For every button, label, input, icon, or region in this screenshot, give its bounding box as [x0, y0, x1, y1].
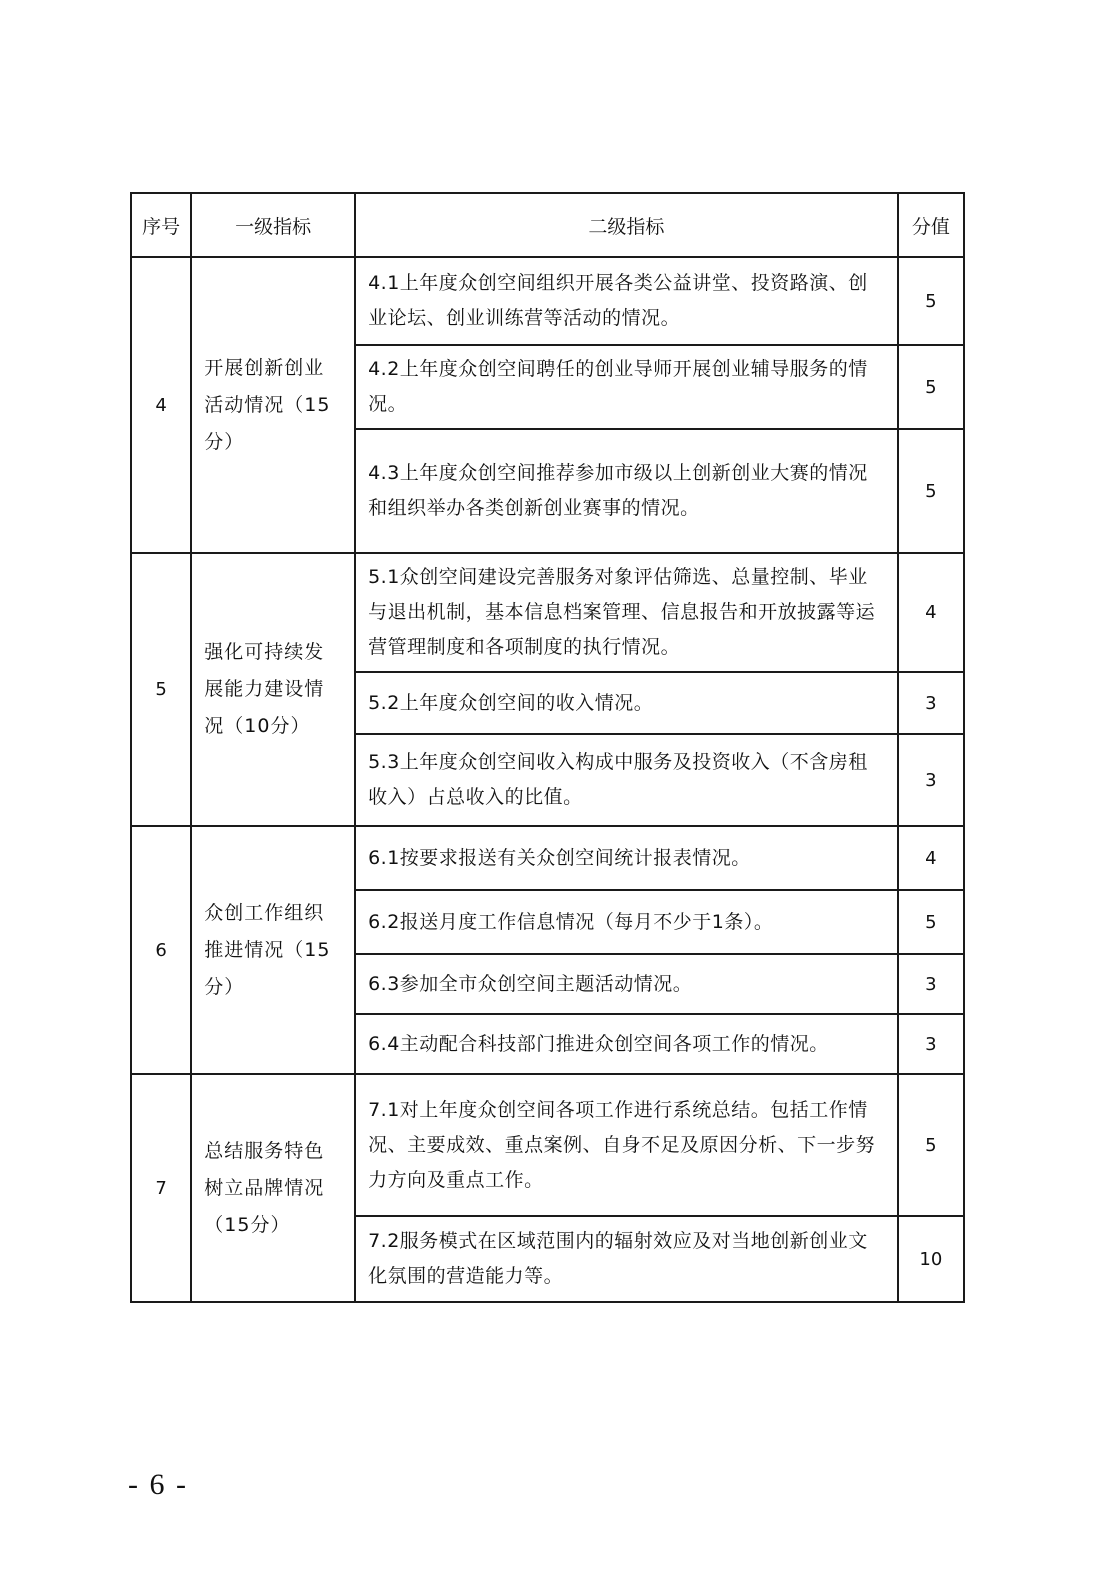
- score-value: 3: [898, 734, 964, 826]
- level2-indicator: 6.1按要求报送有关众创空间统计报表情况。: [355, 826, 898, 890]
- level2-indicator: 6.3参加全市众创空间主题活动情况。: [355, 954, 898, 1014]
- level2-indicator: 4.2上年度众创空间聘任的创业导师开展创业辅导服务的情况。: [355, 345, 898, 429]
- table-row: [131, 1074, 964, 1216]
- level2-indicator: 5.2上年度众创空间的收入情况。: [355, 672, 898, 734]
- score-value: 5: [898, 257, 964, 345]
- level2-indicator: 5.3上年度众创空间收入构成中服务及投资收入（不含房租收入）占总收入的比值。: [355, 734, 898, 826]
- score-value: 4: [898, 553, 964, 672]
- score-value: 4: [898, 826, 964, 890]
- level2-indicator: 7.2服务模式在区域范围内的辐射效应及对当地创新创业文化氛围的营造能力等。: [355, 1216, 898, 1302]
- table-row: [131, 257, 964, 345]
- level2-indicator: 6.4主动配合科技部门推进众创空间各项工作的情况。: [355, 1014, 898, 1074]
- score-value: 5: [898, 1074, 964, 1216]
- group-number: 7: [131, 1074, 191, 1302]
- level2-indicator: 4.1上年度众创空间组织开展各类公益讲堂、投资路演、创业论坛、创业训练营等活动的情况。: [355, 257, 898, 345]
- level2-indicator: 4.3上年度众创空间推荐参加市级以上创新创业大赛的情况和组织举办各类创新创业赛事的情况。: [355, 429, 898, 553]
- group-number: 4: [131, 257, 191, 553]
- group-number: 5: [131, 553, 191, 826]
- table-header-row: [131, 193, 964, 257]
- score-value: 5: [898, 345, 964, 429]
- evaluation-table: [130, 192, 965, 1303]
- header-level2: 二级指标: [355, 193, 898, 257]
- score-value: 10: [898, 1216, 964, 1302]
- level2-indicator: 7.1对上年度众创空间各项工作进行系统总结。包括工作情况、主要成效、重点案例、自身不足及原因分析、下一步努力方向及重点工作。: [355, 1074, 898, 1216]
- header-score: 分值: [898, 193, 964, 257]
- score-value: 3: [898, 954, 964, 1014]
- header-level1: 一级指标: [191, 193, 355, 257]
- score-value: 3: [898, 1014, 964, 1074]
- level1-indicator: 强化可持续发展能力建设情况（10分）: [191, 553, 355, 826]
- level2-indicator: 6.2报送月度工作信息情况（每月不少于1条）。: [355, 890, 898, 954]
- level1-indicator: 开展创新创业活动情况（15分）: [191, 257, 355, 553]
- score-value: 5: [898, 890, 964, 954]
- level1-indicator: 总结服务特色树立品牌情况（15分）: [191, 1074, 355, 1302]
- group-number: 6: [131, 826, 191, 1074]
- header-no: 序号: [131, 193, 191, 257]
- score-value: 5: [898, 429, 964, 553]
- level2-indicator: 5.1众创空间建设完善服务对象评估筛选、总量控制、毕业与退出机制，基本信息档案管理、信息报告和开放披露等运营管理制度和各项制度的执行情况。: [355, 553, 898, 672]
- table-row: [131, 553, 964, 672]
- level1-indicator: 众创工作组织推进情况（15分）: [191, 826, 355, 1074]
- table-row: [131, 826, 964, 890]
- score-value: 3: [898, 672, 964, 734]
- page-number: - 6 -: [128, 1468, 188, 1501]
